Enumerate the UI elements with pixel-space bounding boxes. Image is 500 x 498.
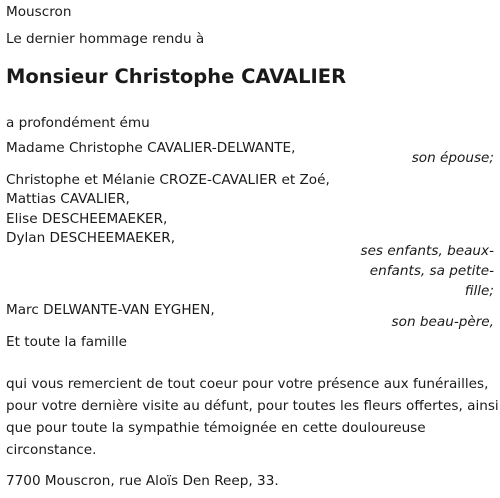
thanks-paragraph [6, 373, 498, 461]
closing-family: Et toute la famille [6, 334, 127, 350]
thanks-line: pour votre dernière visite au défunt, pour toutes les fleurs offertes, ainsi [6, 398, 499, 414]
family-member-child: Dylan DESCHEEMAEKER, [6, 230, 176, 246]
relation-children: enfants, sa petite- [369, 263, 494, 279]
relation-spouse: son épouse; [411, 150, 494, 166]
address: 7700 Mouscron, rue Aloïs Den Reep, 33. [6, 473, 279, 489]
relation-children: fille; [464, 283, 494, 299]
deceased-name: Monsieur Christophe CAVALIER [6, 65, 347, 88]
family-member-spouse: Madame Christophe CAVALIER-DELWANTE, [6, 140, 296, 156]
relation-children: ses enfants, beaux- [360, 243, 494, 259]
family-member-father-in-law: Marc DELWANTE-VAN EYGHEN, [6, 302, 215, 318]
thanks-line: que pour toute la sympathie témoignée en cette douloureuse [6, 420, 426, 436]
town-header: Mouscron [6, 4, 72, 20]
thanks-line: qui vous remercient de tout coeur pour votre présence aux funérailles, [6, 376, 489, 392]
moved-line: a profondément ému [6, 115, 150, 131]
family-member-child: Mattias CAVALIER, [6, 191, 130, 207]
relation-father-in-law: son beau-père, [391, 314, 494, 330]
intro-line: Le dernier hommage rendu à [6, 31, 205, 47]
family-member-child: Elise DESCHEEMAEKER, [6, 211, 168, 227]
thanks-line: circonstance. [6, 442, 97, 458]
family-member-child: Christophe et Mélanie CROZE-CAVALIER et Zoé, [6, 172, 330, 188]
